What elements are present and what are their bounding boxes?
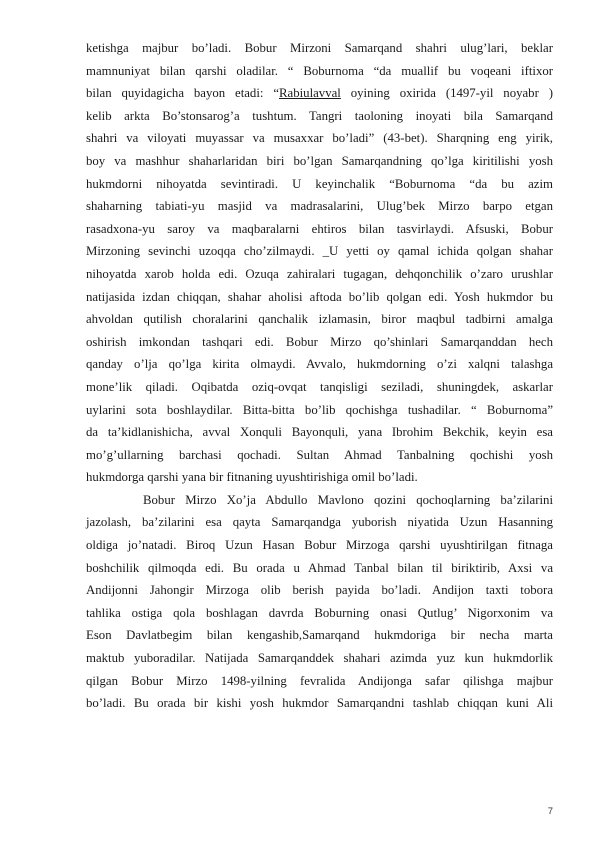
text-line: bo’ladi. Bu orada bir kishi yosh hukmdor Samarqandni tashlab chiqqan kuni Ali: [86, 696, 553, 711]
text-line: boy va mashhur shaharlaridan biri bo’lgan Samarqandning qo’lga kiritilishi yosh: [86, 153, 553, 168]
text-line: shaharning tabiati-yu masjid va madrasalarini, Ulug’bek Mirzo barpo etgan: [86, 199, 553, 214]
text-line: tahlika ostiga qola boshlagan davrda Boburning onasi Qutlug’ Nigorxonim va: [86, 605, 553, 620]
text-line: boshchilik qilmoqda edi. Bu orada u Ahmad Tanbal bilan til biriktirib, Axsi va: [86, 560, 553, 575]
text-line: oldiga jo’natadi. Biroq Uzun Hasan Bobur Mirzoga qarshi uyushtirilgan fitnaga: [86, 538, 553, 553]
text-line: [86, 82, 553, 105]
text-line: maktub yuboradilar. Natijada Samarqanddek shahari azimda yuz kun hukmdorlik: [86, 651, 553, 666]
text-line: qanday o’lja qo’lga kirita olmaydi. Avvalo, hukmdorning o’zi xalqni talashga: [86, 357, 553, 372]
text-line: Bobur Mirzo Xo’ja Abdullo Mavlono qozini qochoqlarning ba’zilarini: [143, 492, 553, 507]
text-line: ketishga majbur bo’ladi. Bobur Mirzoni Samarqand shahri ulug’lari, beklar: [86, 41, 553, 55]
text-line: shahri va viloyati muyassar va musaxxar bo’ladi” (43-bet). Sharqning eng yirik,: [86, 131, 553, 146]
text-line: Andijonni Jahongir Mirzoga olib berish payida bo’ladi. Andijon taxti tobora: [86, 583, 553, 598]
text-fragment: bilan quyidagicha bayon etadi: “: [86, 86, 279, 101]
text-line: hukmdorni nihoyatda sevintiradi. U keyinchalik “Boburnoma “da bu azim: [86, 176, 553, 191]
page-number: 7: [547, 806, 553, 817]
text-line: hukmdorga qarshi yana bir fitnaning uyushtirishiga omil bo’ladi.: [86, 470, 418, 485]
text-line: qilgan Bobur Mirzo 1498-yilning fevralida Andijonga safar qilishga majbur: [86, 673, 553, 688]
text-line: kelib arkta Bo’stonsarog’a tushtum. Tangri taoloning inoyati bila Samarqand: [86, 108, 553, 123]
text-line: jazolash, ba’zilarini esa qayta Samarqandga yuborish niyatida Uzun Hasanning: [86, 515, 553, 530]
text-line: oshirish imkondan tashqari edi. Bobur Mirzo qo’shinlari Samarqanddan hech: [86, 334, 553, 349]
underlined-word: Rabiulavval: [279, 86, 341, 101]
text-line: Eson Davlatbegim bilan kengashib,Samarqand hukmdoriga bir necha marta: [86, 628, 553, 643]
text-line: rasadxona-yu saroy va maqbaralarni ehtiros bilan tasvirlaydi. Afsuski, Bobur: [86, 221, 553, 236]
text-line: da ta’kidlanishicha, avval Xonquli Bayonquli, yana Ibrohim Bekchik, keyin esa: [86, 425, 553, 440]
text-line: mone’lik qiladi. Oqibatda oziq-ovqat tanqisligi seziladi, shuningdek, askarlar: [86, 379, 553, 394]
text-line: ahvoldan qutilish choralarini qanchalik izlamasin, biror maqbul tadbirni amalga: [86, 312, 553, 327]
text-fragment: oyining oxirida (1497-yil noyabr ): [340, 86, 553, 101]
body-text: [86, 37, 553, 715]
text-line: Mirzoning sevinchi uzoqqa cho’zilmaydi. _U yetti oy qamal ichida qolgan shahar: [86, 244, 553, 259]
text-line: nihoyatda xarob holda edi. Ozuqa zahiralari tugagan, dehqonchilik o’zaro urushlar: [86, 266, 553, 281]
text-line: mamnuniyat bilan qarshi oladilar. “ Boburnoma “da muallif bu voqeani iftixor: [86, 63, 553, 78]
text-line: uylarini sota boshlaydilar. Bitta-bitta bo’lib qochishga tushadilar. “ Boburnoma”: [86, 402, 553, 417]
text-line: natijasida izdan chiqqan, shahar aholisi aftoda bo’lib qolgan edi. Yosh hukmdor bu: [86, 289, 553, 304]
text-line: mo’g’ullarning barchasi qochadi. Sultan Ahmad Tanbalning qochishi yosh: [86, 447, 553, 462]
